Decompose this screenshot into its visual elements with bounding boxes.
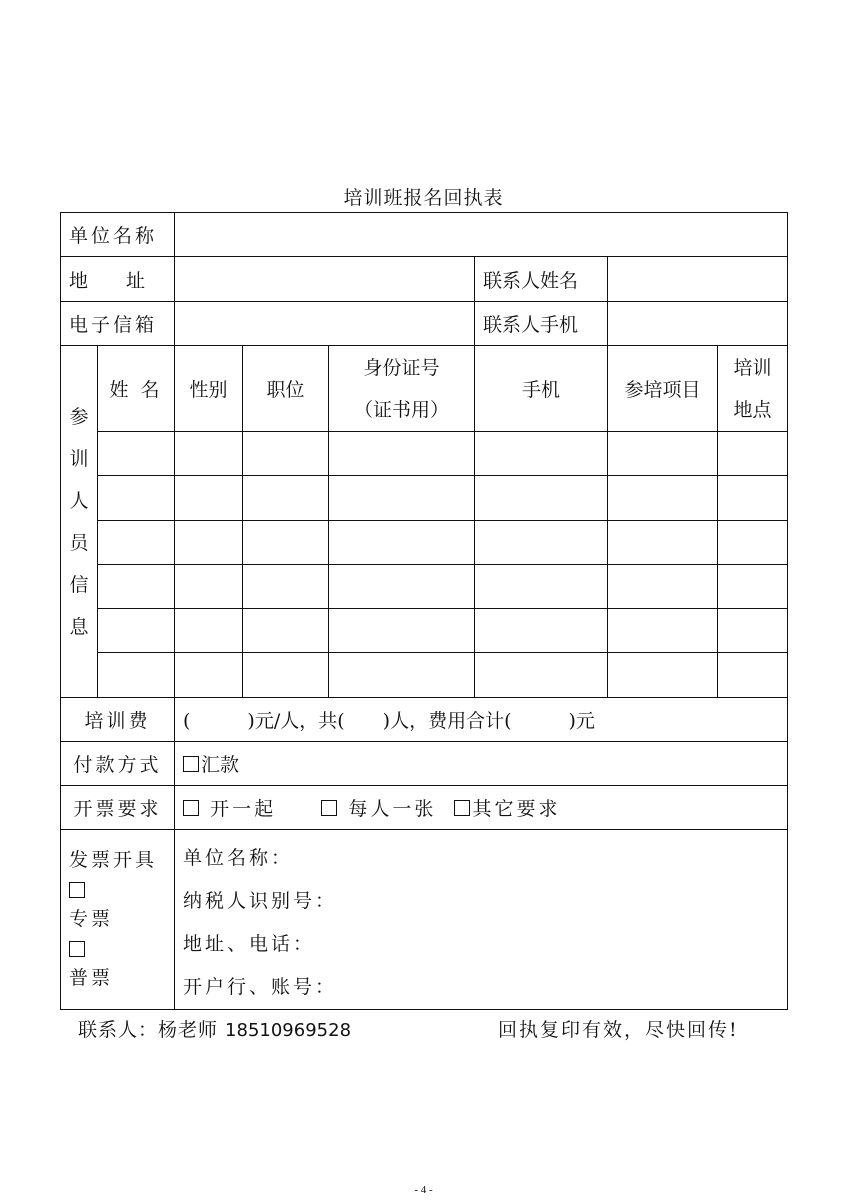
cell-gender[interactable] (175, 565, 243, 609)
cell-project[interactable] (608, 653, 718, 698)
invoice-requirement-label: 开票要求 (61, 786, 175, 830)
invoice-requirement-options (175, 786, 788, 830)
header-gender: 性别 (175, 346, 243, 432)
cell-name[interactable] (98, 565, 175, 609)
per-person-invoice-checkbox[interactable] (321, 800, 337, 816)
cell-project[interactable] (608, 609, 718, 653)
invoice-issue-section (61, 830, 175, 1010)
footer-contact (78, 1015, 351, 1042)
contact-phone-label: 联系人手机 (475, 302, 608, 346)
general-invoice-label: 普票 (69, 967, 114, 989)
cell-position[interactable] (243, 432, 329, 476)
cell-project[interactable] (608, 565, 718, 609)
cell-mobile[interactable] (475, 565, 608, 609)
fee-label: 培训费 (61, 698, 175, 742)
general-invoice-checkbox[interactable] (69, 941, 85, 957)
cell-position[interactable] (243, 565, 329, 609)
page-number: - 4 - (414, 1184, 433, 1196)
participant-row (61, 609, 788, 653)
invoice-bank-account[interactable]: 开户行、账号： (183, 976, 338, 998)
header-id-number: 身份证号 （证书用） (329, 346, 475, 432)
cell-project[interactable] (608, 432, 718, 476)
contact-phone-field[interactable] (608, 302, 788, 346)
invoice-unit-name[interactable]: 单位名称： (183, 847, 294, 869)
payment-label: 付款方式 (61, 742, 175, 786)
remittance-checkbox[interactable] (183, 756, 199, 772)
per-person-invoice-label: 每人一张 (348, 798, 437, 820)
remittance-label: 汇款 (201, 754, 240, 776)
other-requirement-checkbox[interactable] (454, 800, 470, 816)
cell-location[interactable] (718, 653, 788, 698)
footer-contact-label: 联系人：杨老师 (78, 1019, 226, 1041)
fee-field[interactable]: ( )元/人，共( )人，费用合计( )元 (175, 698, 788, 742)
cell-location[interactable] (718, 565, 788, 609)
special-invoice-label: 专票 (69, 908, 114, 930)
email-field[interactable] (175, 302, 475, 346)
participants-side-label: 参 训 人 员 信 息 (61, 346, 98, 698)
header-project: 参培项目 (608, 346, 718, 432)
cell-gender[interactable] (175, 432, 243, 476)
cell-id[interactable] (329, 609, 475, 653)
header-mobile: 手机 (475, 346, 608, 432)
address-field[interactable] (175, 257, 475, 302)
cell-mobile[interactable] (475, 521, 608, 565)
cell-id[interactable] (329, 476, 475, 521)
participant-row (61, 432, 788, 476)
invoice-issue-label: 发票开具 (69, 849, 158, 871)
invoice-details (175, 830, 788, 1010)
invoice-tax-id[interactable]: 纳税人识别号： (183, 890, 338, 912)
cell-id[interactable] (329, 432, 475, 476)
footer-contact-phone: 18510969528 (225, 1020, 352, 1041)
cell-position[interactable] (243, 476, 329, 521)
combined-invoice-label: 开一起 (210, 798, 277, 820)
cell-id[interactable] (329, 653, 475, 698)
cell-location[interactable] (718, 432, 788, 476)
cell-gender[interactable] (175, 476, 243, 521)
cell-name[interactable] (98, 653, 175, 698)
form-title: 培训班报名回执表 (343, 187, 504, 209)
cell-project[interactable] (608, 476, 718, 521)
cell-gender[interactable] (175, 609, 243, 653)
header-location: 培训 地点 (718, 346, 788, 432)
cell-position[interactable] (243, 653, 329, 698)
special-invoice-checkbox[interactable] (69, 882, 85, 898)
invoice-address-phone[interactable]: 地址、电话： (183, 933, 316, 955)
cell-name[interactable] (98, 476, 175, 521)
cell-position[interactable] (243, 521, 329, 565)
cell-id[interactable] (329, 565, 475, 609)
cell-name[interactable] (98, 432, 175, 476)
email-label: 电子信箱 (61, 302, 175, 346)
combined-invoice-checkbox[interactable] (183, 800, 199, 816)
cell-name[interactable] (98, 609, 175, 653)
contact-name-field[interactable] (608, 257, 788, 302)
cell-project[interactable] (608, 521, 718, 565)
cell-location[interactable] (718, 609, 788, 653)
unit-name-label: 单位名称 (61, 213, 175, 257)
cell-id[interactable] (329, 521, 475, 565)
address-label: 地 址 (61, 257, 175, 302)
participant-row (61, 565, 788, 609)
contact-name-label: 联系人姓名 (475, 257, 608, 302)
participant-row (61, 476, 788, 521)
cell-gender[interactable] (175, 521, 243, 565)
cell-location[interactable] (718, 476, 788, 521)
footer-note: 回执复印有效，尽快回传! (498, 1019, 739, 1041)
other-requirement-label: 其它要求 (472, 798, 561, 820)
cell-mobile[interactable] (475, 476, 608, 521)
cell-mobile[interactable] (475, 609, 608, 653)
cell-location[interactable] (718, 521, 788, 565)
cell-position[interactable] (243, 609, 329, 653)
cell-gender[interactable] (175, 653, 243, 698)
participant-row (61, 521, 788, 565)
cell-name[interactable] (98, 521, 175, 565)
registration-form (60, 212, 788, 1010)
cell-mobile[interactable] (475, 432, 608, 476)
header-position: 职位 (243, 346, 329, 432)
participant-row (61, 653, 788, 698)
header-name: 姓 名 (98, 346, 175, 432)
payment-options (175, 742, 788, 786)
cell-mobile[interactable] (475, 653, 608, 698)
unit-name-field[interactable] (175, 213, 788, 257)
